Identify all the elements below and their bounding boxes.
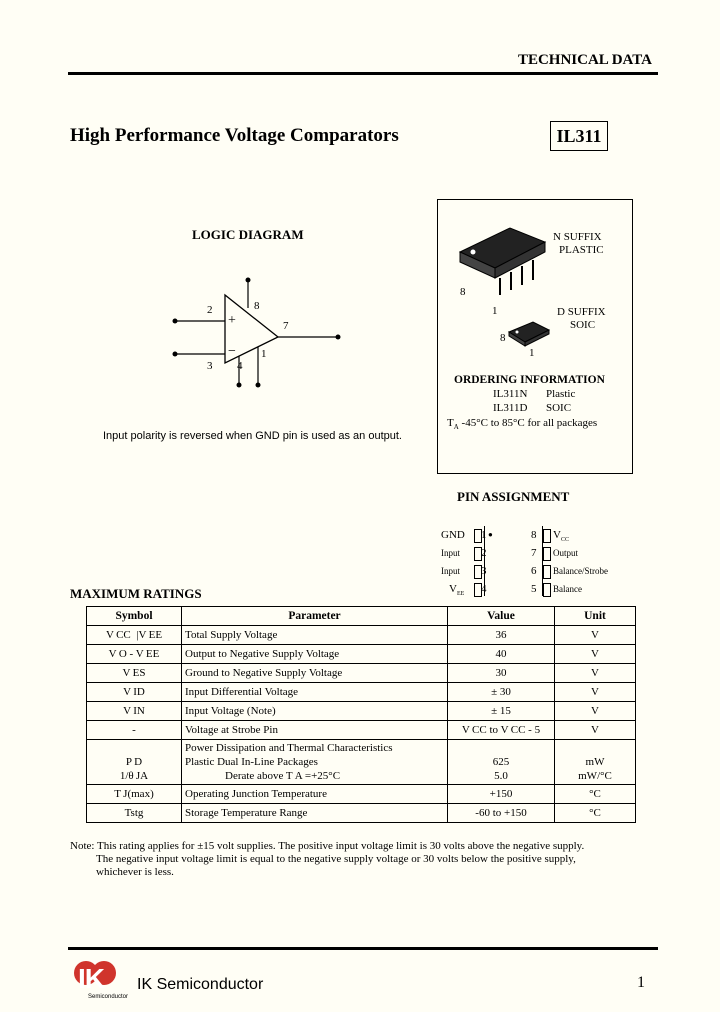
pin-label-2: 2 [207, 304, 213, 316]
logo-subtext: Semiconductor [88, 994, 129, 1000]
soic-pin8-label: 8 [500, 332, 506, 344]
table-row-power [87, 740, 636, 785]
cell-unit: V [555, 683, 636, 702]
input-plus-terminal [173, 319, 178, 324]
vee-terminal [237, 383, 242, 388]
pin-number: 6 [531, 565, 537, 577]
power-param-1: Power Dissipation and Thermal Characteristics [185, 742, 393, 754]
pin-number: 1 [481, 529, 487, 541]
pin-assignment-heading: PIN ASSIGNMENT [457, 489, 570, 504]
cell-value: ± 15 [448, 702, 555, 721]
page-title: High Performance Voltage Comparators [70, 125, 399, 146]
power-symbol-pd: P D [125, 756, 143, 768]
cell-value: ± 30 [448, 683, 555, 702]
cell-parameter: Operating Junction Temperature [182, 785, 448, 804]
pin-label-1: 1 [261, 348, 267, 360]
ratings-note-line: whichever is less. [96, 866, 174, 878]
col-unit: Unit [555, 607, 636, 626]
output-terminal [336, 335, 341, 340]
table-row [87, 626, 636, 645]
pin-number: 8 [531, 529, 537, 541]
pin-box [543, 565, 551, 579]
cell-parameter: Voltage at Strobe Pin [182, 721, 448, 740]
power-param-3: Derate above T A =+25°C [225, 770, 341, 782]
pin-number: 2 [481, 547, 487, 559]
table-row [87, 664, 636, 683]
dip-pin1-label: 1 [492, 305, 498, 317]
plus-sign: + [228, 313, 236, 328]
pin-number: 7 [531, 547, 537, 559]
pin-name: $V_{EE}$ [449, 583, 465, 598]
cell-value: 40 [448, 645, 555, 664]
cell-parameter: Storage Temperature Range [182, 804, 448, 823]
ordering-part: IL311N [493, 388, 528, 400]
col-parameter: Parameter [182, 607, 448, 626]
pin-name: Balance [553, 584, 582, 594]
footer-rule [68, 947, 658, 950]
ordering-package: Plastic [546, 388, 576, 400]
cell-symbol: T J(max) [87, 785, 182, 804]
ordering-heading: ORDERING INFORMATION [454, 374, 605, 386]
comparator-symbol [160, 265, 360, 405]
table-row [87, 721, 636, 740]
cell-unit [555, 740, 636, 785]
col-value: Value [448, 607, 555, 626]
cell-parameter: Output to Negative Supply Voltage [182, 645, 448, 664]
pin-label-8: 8 [254, 300, 260, 312]
dip-package-icon [455, 220, 555, 300]
ratings-note-line: Note: This rating applies for ±15 volt supplies. The positive input voltage limit is 30 volts above the negative supply. [70, 840, 585, 852]
cell-parameter: Input Voltage (Note) [182, 702, 448, 721]
soic-pin1-dot [516, 331, 519, 334]
pin-name: Input [441, 548, 460, 558]
table-row [87, 645, 636, 664]
header-rule [68, 72, 658, 75]
d-suffix-type: SOIC [570, 319, 596, 331]
cell-unit: V [555, 626, 636, 645]
cell-value: 30 [448, 664, 555, 683]
cell-value: V CC to V CC - 5 [448, 721, 555, 740]
polarity-note: Input polarity is reversed when GND pin is used as an output. [103, 430, 402, 442]
pin-label-7: 7 [283, 320, 289, 332]
cell-symbol: V O - V EE [87, 645, 182, 664]
company-name: IK Semiconductor [137, 976, 264, 993]
cell-symbol: V IN [87, 702, 182, 721]
minus-sign: − [228, 344, 236, 359]
power-symbol-theta: 1/θ JA [119, 770, 149, 782]
pin-name: GND [441, 529, 465, 541]
cell-unit: V [555, 645, 636, 664]
pin-name: $V_{CC}$ [553, 529, 569, 544]
cell-symbol: V ID [87, 683, 182, 702]
soic-pin1-label: 1 [529, 347, 535, 359]
pin-name: Output [553, 548, 579, 558]
dip-pin1-dot [471, 250, 476, 255]
cell-value: -60 to +150 [448, 804, 555, 823]
cell-unit: V [555, 664, 636, 683]
cell-symbol [87, 740, 182, 785]
logic-diagram-heading: LOGIC DIAGRAM [192, 227, 304, 242]
cell-parameter: Total Supply Voltage [182, 626, 448, 645]
table-header-row [87, 607, 636, 626]
logo-text: IK [78, 963, 104, 994]
pin-number: 4 [481, 583, 487, 595]
cell-parameter: Ground to Negative Supply Voltage [182, 664, 448, 683]
ordering-part: IL311D [493, 402, 528, 414]
ordering-temperature: $T_A$ -45°C to 85°C for all packages [447, 417, 598, 432]
power-value-2: 5.0 [494, 770, 508, 782]
table-row [87, 702, 636, 721]
pin-box [543, 547, 551, 561]
pin-box [543, 583, 551, 597]
power-unit-1: mW [585, 756, 605, 768]
cell-parameter [182, 740, 448, 785]
table-row [87, 804, 636, 823]
power-unit-2: mW/°C [578, 770, 612, 782]
power-param-2: Plastic Dual In-Line Packages [185, 756, 318, 768]
cell-value: +150 [448, 785, 555, 804]
cell-unit: °C [555, 804, 636, 823]
cell-value: 36 [448, 626, 555, 645]
pin-number: 3 [481, 565, 487, 577]
n-suffix-type: PLASTIC [559, 244, 604, 256]
ratings-note-line: The negative input voltage limit is equal to the negative supply voltage or 30 volts below the positive supply, [96, 853, 576, 865]
max-ratings-heading: MAXIMUM RATINGS [70, 586, 202, 601]
cell-value [448, 740, 555, 785]
pin-label-4: 4 [237, 360, 243, 372]
company-logo [74, 961, 130, 1003]
dip-pin8-label: 8 [460, 286, 466, 298]
soic-package-icon [505, 318, 555, 350]
cell-symbol: - [87, 721, 182, 740]
pin-label-3: 3 [207, 360, 213, 372]
ordering-package: SOIC [546, 402, 572, 414]
cell-unit: V [555, 702, 636, 721]
n-suffix-label: N SUFFIX [553, 231, 602, 243]
cell-unit: °C [555, 785, 636, 804]
vcc-terminal [246, 278, 251, 283]
table-row [87, 683, 636, 702]
table-row [87, 785, 636, 804]
max-ratings-table [86, 606, 636, 823]
cell-symbol: V ES [87, 664, 182, 683]
cell-symbol: V CC |V EE [87, 626, 182, 645]
pin-name: Balance/Strobe [553, 566, 608, 576]
pin-name: Input [441, 566, 460, 576]
col-symbol: Symbol [87, 607, 182, 626]
part-number-box: IL311 [550, 121, 608, 151]
page-number: 1 [637, 974, 645, 991]
pin-number: 5 [531, 583, 537, 595]
input-minus-terminal [173, 352, 178, 357]
d-suffix-label: D SUFFIX [557, 306, 606, 318]
header-label: TECHNICAL DATA [517, 52, 652, 68]
cell-parameter: Input Differential Voltage [182, 683, 448, 702]
power-value-1: 625 [492, 756, 510, 768]
pin1-dot: ● [488, 530, 493, 539]
cell-symbol: Tstg [87, 804, 182, 823]
pin-box [543, 529, 551, 543]
cell-unit: V [555, 721, 636, 740]
gnd-terminal [256, 383, 261, 388]
